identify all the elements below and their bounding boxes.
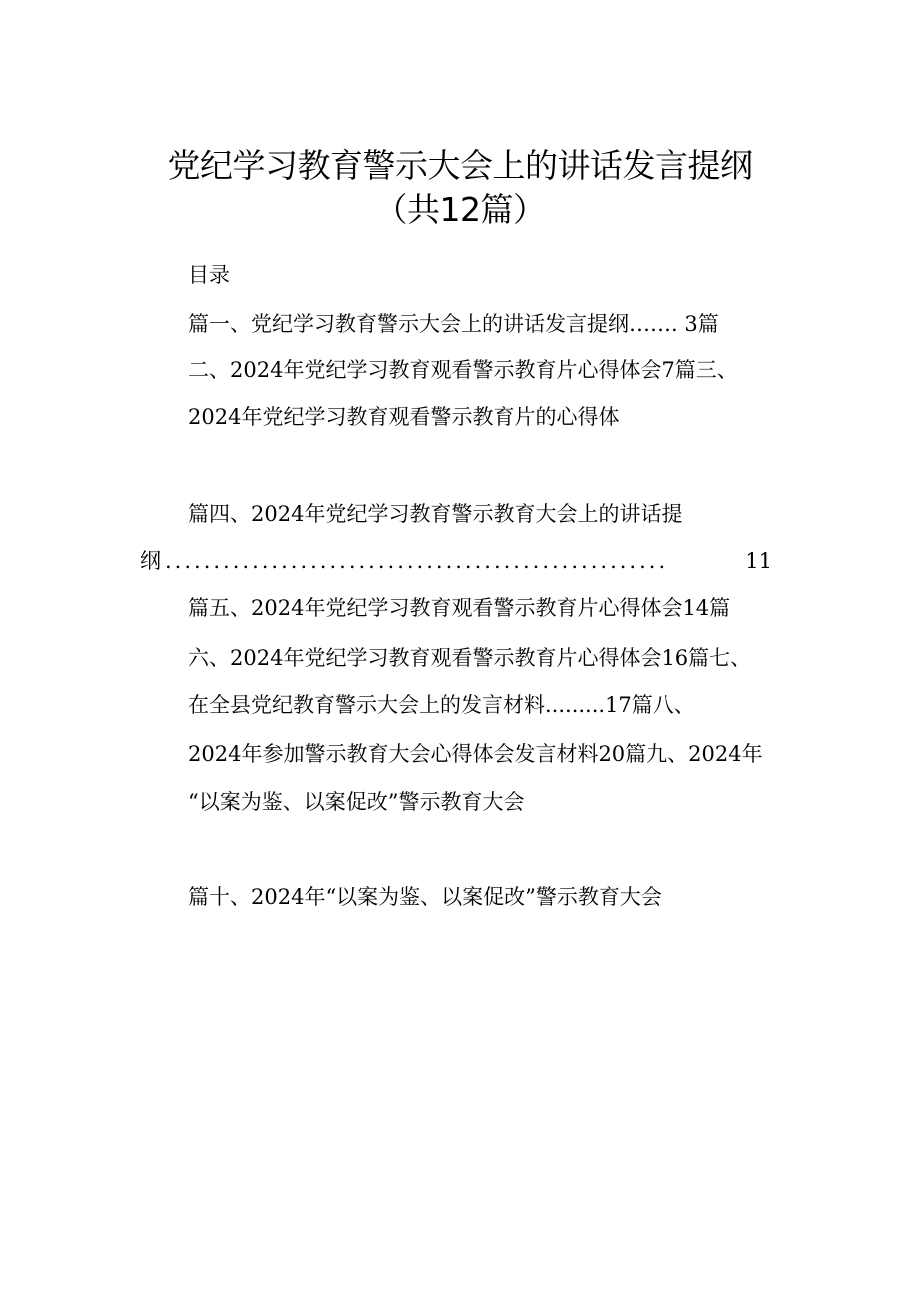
toc-line-8: 在全县党纪教育警示大会上的发言材料.........17篇八、: [188, 693, 695, 717]
toc-line-9: 2024年参加警示教育大会心得体会发言材料20篇九、2024年: [188, 742, 763, 766]
document-title: 党纪学习教育警示大会上的讲话发言提纲: [167, 146, 753, 185]
toc-line-3: 2024年党纪学习教育观看警示教育片的心得体: [188, 405, 620, 429]
toc-line-4: 篇四、2024年党纪学习教育警示教育大会上的讲话提: [188, 502, 683, 526]
toc-heading: 目录: [188, 263, 230, 287]
toc-line-7: 六、2024年党纪学习教育观看警示教育片心得体会16篇七、: [188, 646, 752, 670]
toc-line-5-dot-leader: [140, 548, 772, 574]
toc-line-5-page: 11: [745, 549, 772, 573]
toc-line-11: 篇十、2024年“以案为鉴、以案促改”警示教育大会: [188, 885, 662, 909]
toc-line-2: 二、2024年党纪学习教育观看警示教育片心得体会7篇三、: [188, 358, 738, 382]
toc-line-6: 篇五、2024年党纪学习教育观看警示教育片心得体会14篇: [188, 596, 731, 620]
toc-line-1: 篇一、党纪学习教育警示大会上的讲话发言提纲……. 3篇: [188, 312, 719, 336]
dot-leader: ....................................................: [165, 549, 669, 573]
toc-line-10: “以案为鉴、以案促改”警示教育大会: [188, 790, 525, 814]
toc-line-5-lead: 纲: [140, 549, 161, 573]
document-subtitle: （共12篇）: [374, 190, 546, 229]
